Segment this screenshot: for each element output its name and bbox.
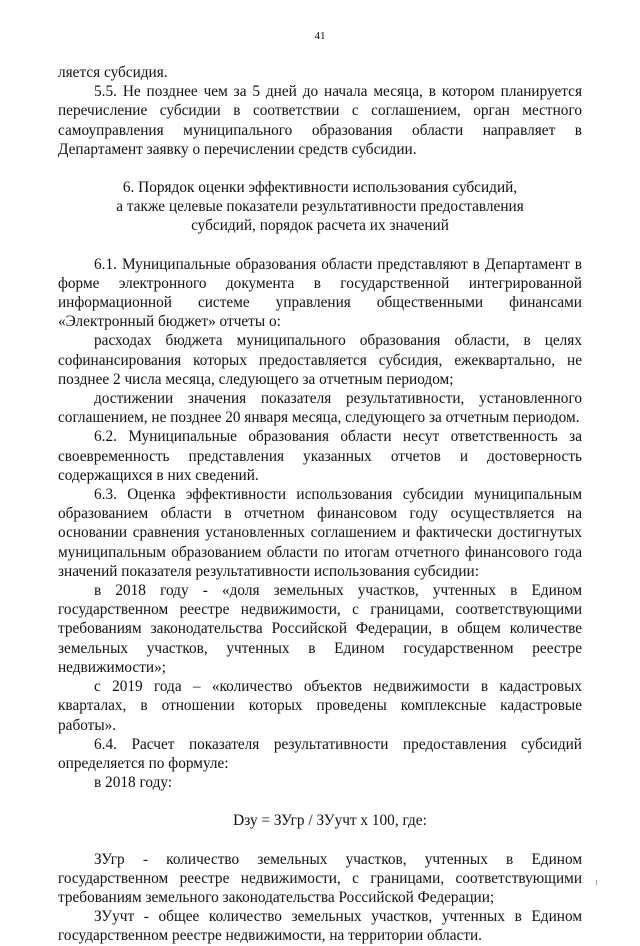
section-6-heading [58,178,582,236]
heading-line-3: субсидий, порядок расчета их значений [191,217,449,235]
paragraph-6-4-year: в 2018 году: [94,774,173,792]
paragraph-6-3-2019: с 2019 года – «количество объектов недвижимости в кадастровых кварталах, в отношении которых проведены комплексные кадастровые работы». [58,678,582,734]
page-number: 41 [314,30,326,42]
document-body [58,63,582,946]
paragraph-6-4: 6.4. Расчет показателя результативности предоставления субсидий определяется по формуле: [58,735,582,772]
paragraph-intro-tail: ляется субсидия. [58,64,168,81]
paragraph-6-1-indicator: достижении значения показателя результативности, установленного соглашением, не позднее 20 января месяца, следующего за отчетным периодом. [58,390,582,427]
paragraph-6-3: 6.3. Оценка эффективности использования субсидии муниципальным образованием области в отчетном финансовом году осуществляется на основании сравнения установленных соглашением и фактически достигнутых муниципальным образованием области по итогам отчетного финансового года значений показателя результативности использования субсидии: [58,486,582,580]
heading-line-1: 6. Порядок оценки эффективности использования субсидий, [122,179,518,197]
definition-zuucht: ЗУучт - общее количество земельных участков, учтенных в Едином государственном реестре недвижимости, на территории области. [58,908,582,945]
paragraph-6-2: 6.2. Муниципальные образования области несут ответственность за своевременность представления указанных отчетов и достоверность содержащихся в них сведений. [58,428,582,484]
paragraph-6-3-2018: в 2018 году - «доля земельных участков, учтенных в Едином государственном реестре недвижимости, с границами, соответствующими требованиям законодательства Российской Федерации, в общем количестве земельных участков, учтенных в Едином государственном реестре недвижимости»; [58,582,582,676]
heading-line-2: а также целевые показатели результативности предоставления [116,198,524,216]
definition-zugr: ЗУгр - количество земельных участков, учтенных в Едином государственном реестре недвижимости, с границами, соответствующими требованиям земельного законодательства Российской Федерации; [58,850,582,906]
paragraph-6-1: 6.1. Муниципальные образования области представляют в Департамент в форме электронного документа в государственной интегрированной информационной системе управления общественными финансами «Электронный бюджет» отчеты о: [58,255,582,331]
paragraph-5-5: 5.5. Не позднее чем за 5 дней до начала месяца, в котором планируется перечисление субсидии в соответствии с соглашением, орган местного самоуправления муниципального образования области направляет в Департамент заявку о перечислении средств субсидии. [58,83,582,158]
scan-mark [596,880,597,885]
paragraph-6-1-expenses: расходах бюджета муниципального образования области, в целях софинансирования которых предоставляется субсидия, ежеквартально, не позднее 2 числа месяца, следующего за отчетным периодом; [58,332,582,388]
formula: Dзу = ЗУгр / ЗУучт х 100, где: [233,812,427,830]
